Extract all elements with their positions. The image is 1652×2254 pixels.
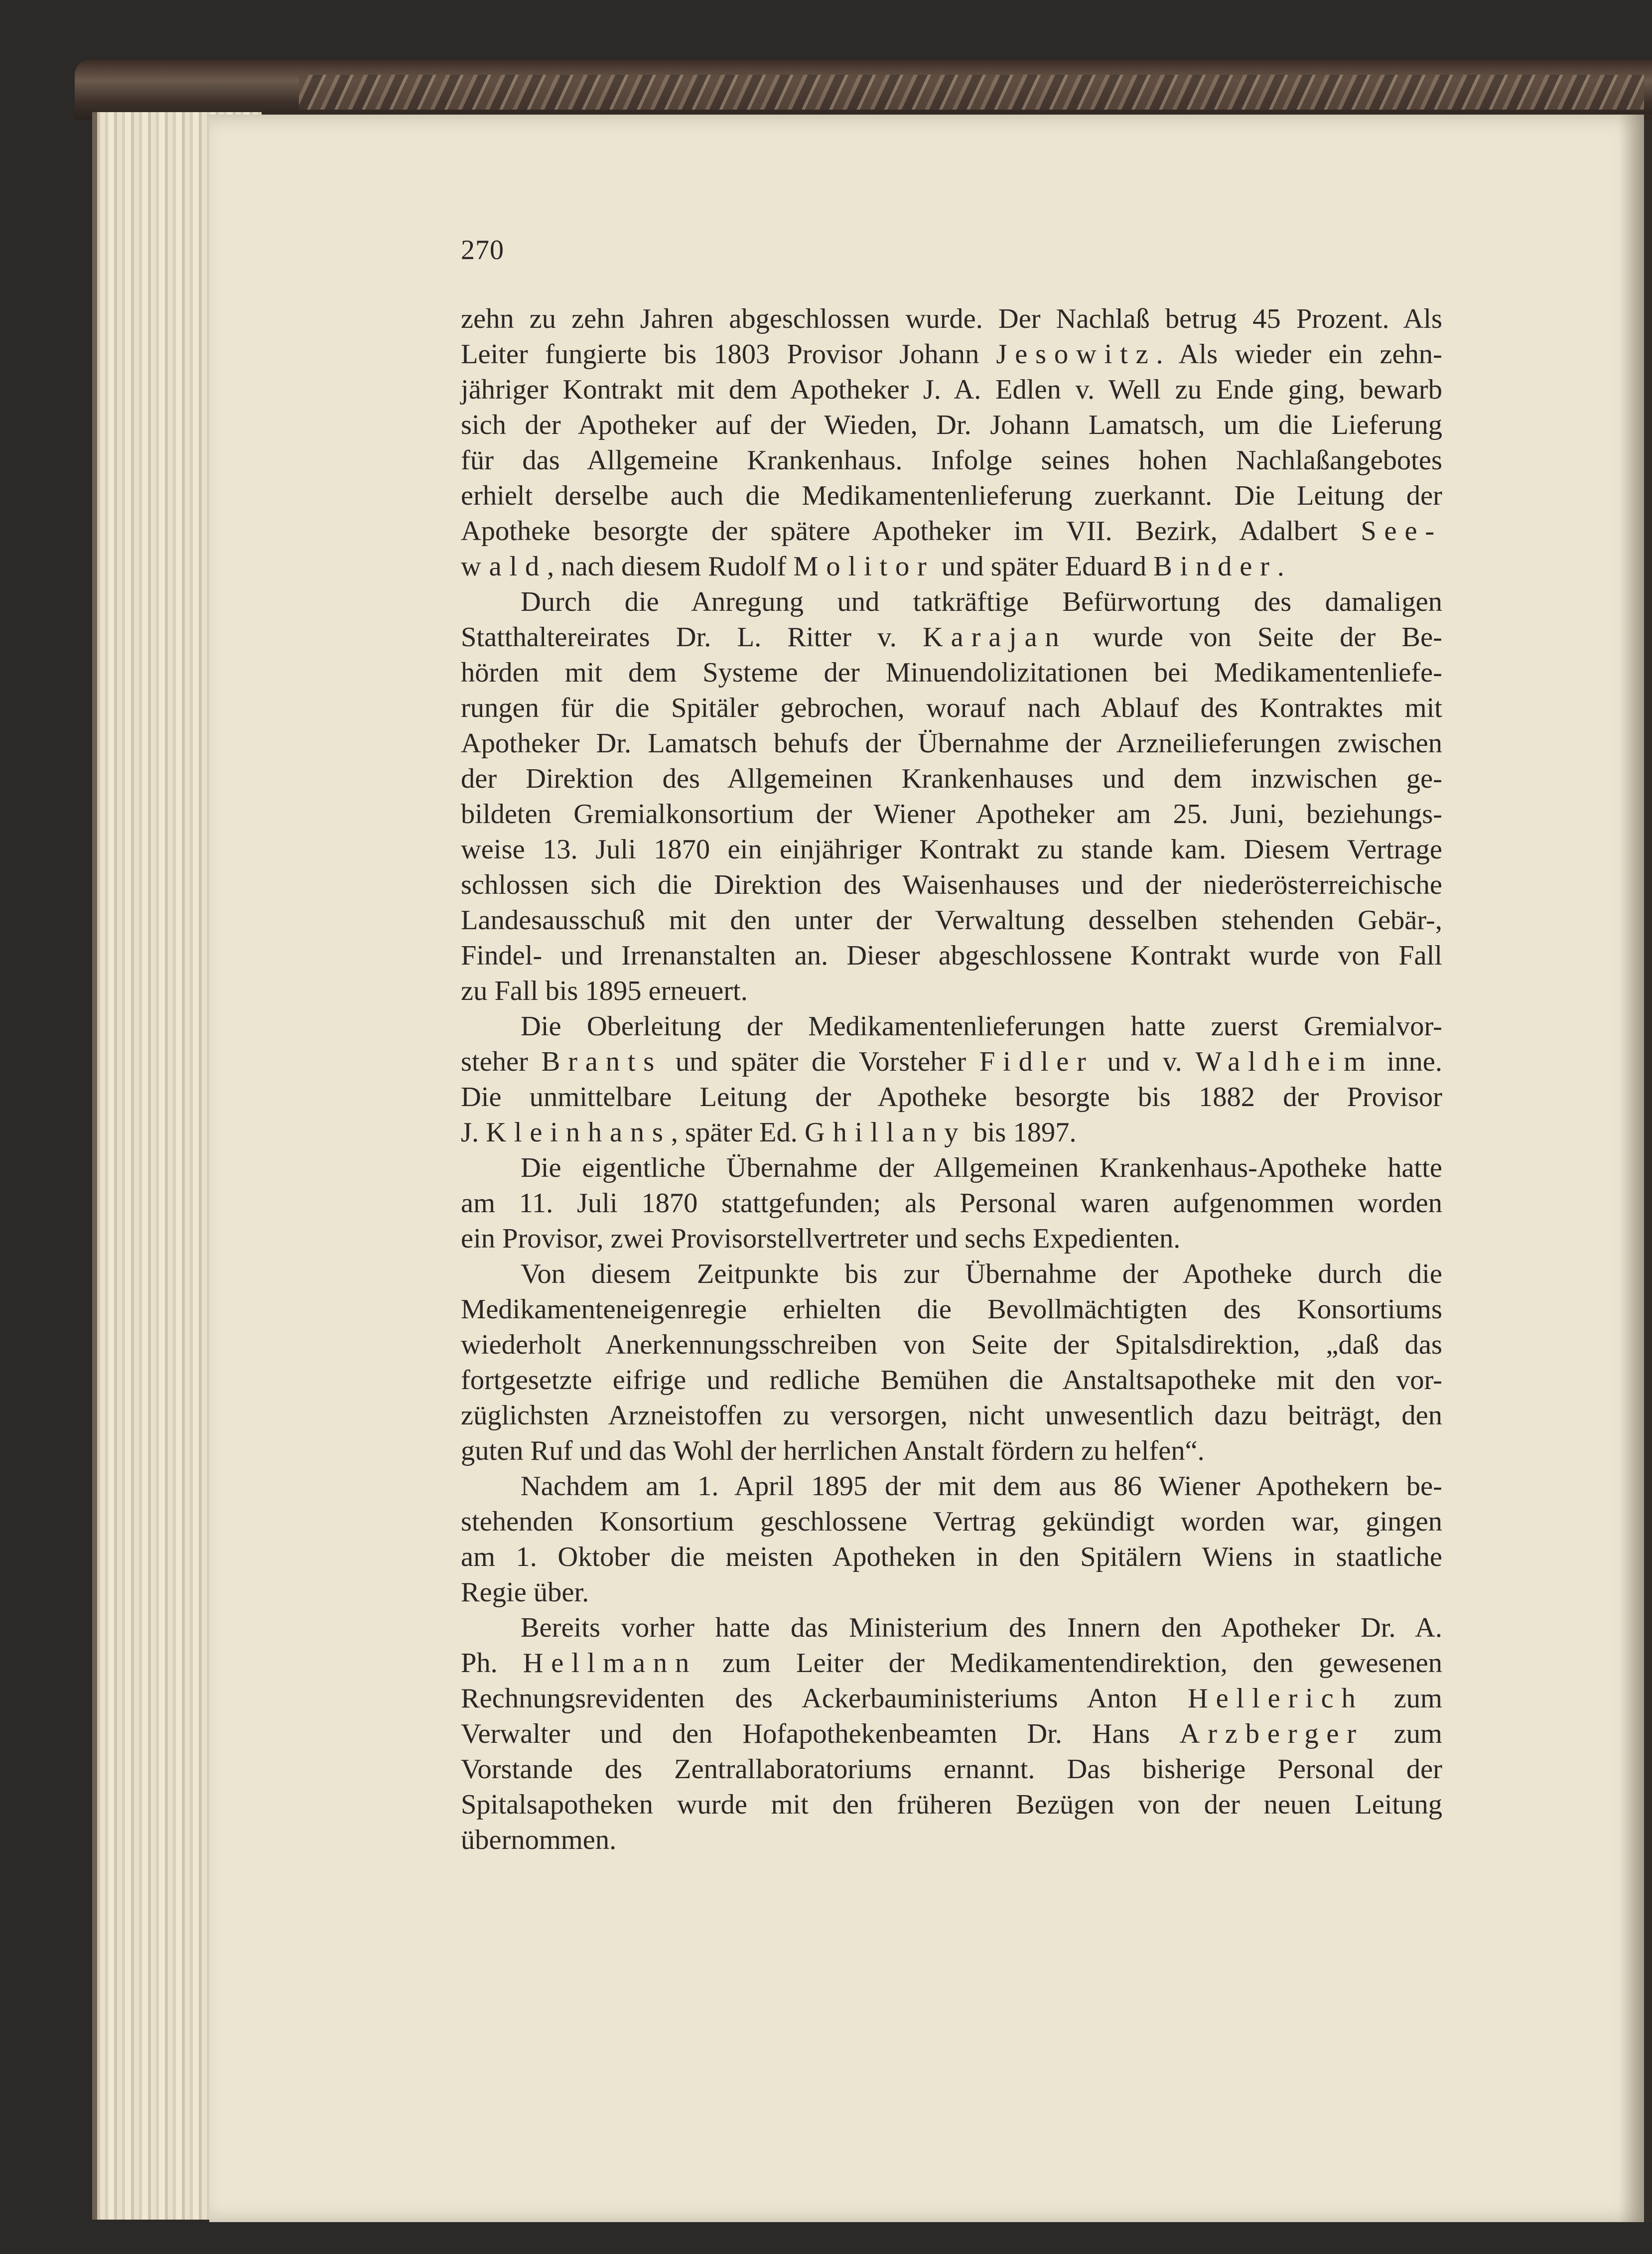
text-line [461, 337, 1442, 372]
text-run: Spitalsapotheken wurde mit den früheren Bezügen von der neuen Leitung [461, 1789, 1442, 1820]
text-run: J. [461, 1117, 486, 1148]
paragraph [461, 301, 1442, 584]
spaced-name: Jesowitz [996, 339, 1156, 370]
text-run: sich der Apotheker auf der Wieden, Dr. Johann Lamatsch, um die Lieferung [461, 410, 1442, 440]
paragraph [461, 1257, 1442, 1469]
text-run: Bereits vorher hatte das Ministerium des Innern den Apotheker Dr. A. [521, 1612, 1442, 1643]
text-line [461, 1504, 1442, 1540]
text-run: Apotheke besorgte der spätere Apotheker im VII. Bezirk, Adalbert [461, 516, 1361, 547]
text-run: erhielt derselbe auch die Medikamentenlieferung zuerkannt. Die Leitung der [461, 480, 1442, 511]
text-run: zum [1363, 1683, 1442, 1714]
text-run: Die eigentliche Übernahme der Allgemeinen Krankenhaus-Apotheke hatte [521, 1152, 1442, 1183]
text-line [461, 1610, 1442, 1646]
text-run: und später Eduard [934, 551, 1154, 582]
text-run: für das Allgemeine Krankenhaus. Infolge seines hohen Nachlaßangebotes [461, 445, 1442, 476]
text-line [461, 1363, 1442, 1398]
text-run: . [1277, 551, 1284, 582]
text-run: Regie über. [461, 1577, 589, 1608]
text-run: rungen für die Spitäler gebrochen, worauf nach Ablauf des Kontraktes mit [461, 693, 1442, 723]
text-line [461, 1292, 1442, 1327]
text-line [461, 761, 1442, 797]
text-run: zu Fall bis 1895 erneuert. [461, 976, 748, 1006]
text-line [461, 903, 1442, 938]
gutter-shadow [1619, 115, 1652, 2222]
text-line [461, 797, 1442, 832]
text-run: Landesausschuß mit den unter der Verwaltung desselben stehenden Gebär-, [461, 905, 1442, 936]
text-run: bis 1897. [966, 1117, 1077, 1148]
text-run: Vorstande des Zentrallaboratoriums ernannt. Das bisherige Personal der [461, 1754, 1442, 1785]
text-run: Medikamenteneigenregie erhielten die Bevollmächtigten des Konsortiums [461, 1294, 1442, 1325]
spaced-name: Ghillany [805, 1117, 966, 1148]
body-text [461, 301, 1442, 1858]
text-run: Rechnungsrevidenten des Ackerbauministeriums Anton [461, 1683, 1188, 1714]
paragraph [461, 584, 1442, 1009]
text-line [461, 1646, 1442, 1681]
spaced-name: Molitor [793, 551, 935, 582]
text-run: guten Ruf und das Wohl der herrlichen Anstalt fördern zu helfen“. [461, 1435, 1205, 1466]
text-line [461, 1257, 1442, 1292]
text-run: der Direktion des Allgemeinen Krankenhauses und dem inzwischen ge- [461, 763, 1442, 794]
text-run: Verwalter und den Hofapothekenbeamten Dr. Hans [461, 1718, 1180, 1749]
text-line [461, 549, 1442, 584]
text-run: jähriger Kontrakt mit dem Apotheker J. A. Edlen v. Well zu Ende ging, bewarb [461, 374, 1442, 405]
spaced-name: Hellerich [1188, 1683, 1364, 1714]
text-run: ein Provisor, zwei Provisorstellvertreter und sechs Expedienten. [461, 1223, 1181, 1254]
text-line [461, 1823, 1442, 1858]
text-line [461, 867, 1442, 903]
text-line [461, 408, 1442, 443]
paragraph [461, 1469, 1442, 1610]
spaced-name: wald [461, 551, 548, 582]
text-run: zehn zu zehn Jahren abgeschlossen wurde. Der Nachlaß betrug 45 Prozent. Als [461, 303, 1442, 334]
text-run: fortgesetzte eifrige und redliche Bemühen die Anstaltsapotheke mit den vor- [461, 1365, 1442, 1396]
text-run: schlossen sich die Direktion des Waisenhauses und der niederösterreichische [461, 869, 1442, 900]
text-line [461, 726, 1442, 761]
text-run: wurde von Seite der Be- [1067, 622, 1442, 653]
text-line [461, 1327, 1442, 1363]
text-run: bildeten Gremialkonsortium der Wiener Apotheker am 25. Juni, beziehungs- [461, 799, 1442, 830]
text-run: Statthaltereirates Dr. L. Ritter v. [461, 622, 923, 653]
text-line [461, 691, 1442, 726]
text-line [461, 1080, 1442, 1115]
text-line [461, 1716, 1442, 1752]
text-run: inne. [1373, 1046, 1442, 1077]
text-line [461, 301, 1442, 337]
text-run: züglichsten Arzneistoffen zu versorgen, nicht unwesentlich dazu beiträgt, den [461, 1400, 1442, 1431]
spaced-name: See- [1361, 516, 1442, 547]
text-run: Ph. [461, 1648, 523, 1679]
text-run: Durch die Anregung und tatkräftige Befürwortung des damaligen [521, 586, 1442, 617]
text-run: stehenden Konsortium geschlossene Vertrag gekündigt worden war, gingen [461, 1506, 1442, 1537]
text-run: , später Ed. [671, 1117, 805, 1148]
text-run: Nachdem am 1. April 1895 der mit dem aus 86 Wiener Apothekern be- [521, 1471, 1442, 1502]
text-run: Apotheker Dr. Lamatsch behufs der Übernahme der Arzneilieferungen zwischen [461, 728, 1442, 759]
text-run: weise 13. Juli 1870 ein einjähriger Kontrakt zu stande kam. Diesem Vertrage [461, 834, 1442, 865]
text-run: übernommen. [461, 1825, 617, 1855]
spaced-name: Fidler [979, 1046, 1094, 1077]
spaced-name: Arzberger [1179, 1718, 1364, 1749]
text-run: steher [461, 1046, 542, 1077]
spaced-name: Kleinhans [486, 1117, 671, 1148]
text-line [461, 478, 1442, 514]
text-run: Die Oberleitung der Medikamentenlieferungen hatte zuerst Gremialvor- [521, 1011, 1442, 1042]
spaced-name: Hellmann [523, 1648, 697, 1679]
text-line [461, 620, 1442, 655]
text-line [461, 1115, 1442, 1150]
text-run: am 1. Oktober die meisten Apotheken in den Spitälern Wiens in staatliche [461, 1542, 1442, 1572]
text-run: am 11. Juli 1870 stattgefunden; als Personal waren aufgenommen worden [461, 1188, 1442, 1219]
text-run: . Als wieder ein zehn- [1156, 339, 1442, 370]
text-line [461, 443, 1442, 478]
text-run: Leiter fungierte bis 1803 Provisor Johann [461, 339, 996, 370]
text-line [461, 1044, 1442, 1080]
text-line [461, 372, 1442, 408]
text-line [461, 1469, 1442, 1504]
marbled-edge [299, 75, 1644, 110]
text-line [461, 584, 1442, 620]
text-run: Findel- und Irrenanstalten an. Dieser abgeschlossene Kontrakt wurde von Fall [461, 940, 1442, 971]
text-run: Von diesem Zeitpunkte bis zur Übernahme der Apotheke durch die [521, 1259, 1442, 1289]
paragraph [461, 1009, 1442, 1150]
text-line [461, 1221, 1442, 1257]
spaced-name: Brants [541, 1046, 663, 1077]
text-run: zum [1364, 1718, 1442, 1749]
text-line [461, 1575, 1442, 1610]
text-line [461, 1681, 1442, 1716]
text-run: und v. [1094, 1046, 1196, 1077]
paragraph [461, 1150, 1442, 1257]
spaced-name: Waldheim [1195, 1046, 1374, 1077]
paragraph [461, 1610, 1442, 1858]
page-number: 270 [461, 235, 504, 266]
spaced-name: Binder [1153, 551, 1277, 582]
text-run: und später die Vorsteher [662, 1046, 979, 1077]
text-line [461, 1009, 1442, 1044]
text-line [461, 655, 1442, 691]
text-line [461, 1433, 1442, 1469]
text-line [461, 1787, 1442, 1823]
text-line [461, 974, 1442, 1009]
text-line [461, 514, 1442, 549]
text-run: Die unmittelbare Leitung der Apotheke besorgte bis 1882 der Provisor [461, 1082, 1442, 1113]
text-run: , nach diesem Rudolf [547, 551, 794, 582]
text-line [461, 832, 1442, 867]
text-line [461, 1186, 1442, 1221]
spaced-name: Karajan [923, 622, 1067, 653]
text-run: hörden mit dem Systeme der Minuendolizitationen bei Medikamentenliefe- [461, 657, 1442, 688]
text-run: wiederholt Anerkennungsschreiben von Seite der Spitalsdirektion, „daß das [461, 1329, 1442, 1360]
text-line [461, 938, 1442, 974]
text-line [461, 1540, 1442, 1575]
text-line [461, 1150, 1442, 1186]
text-run: zum Leiter der Medikamentendirektion, den gewesenen [697, 1648, 1442, 1679]
text-line [461, 1398, 1442, 1433]
text-line [461, 1752, 1442, 1787]
